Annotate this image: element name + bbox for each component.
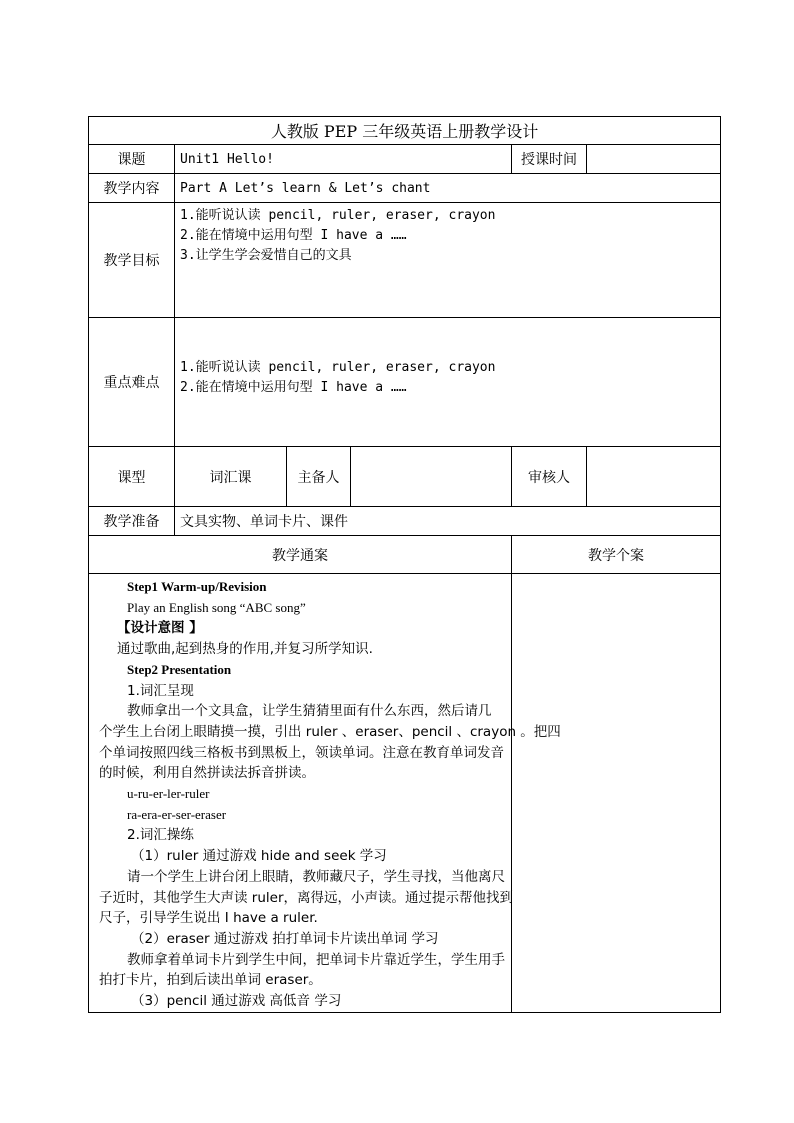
goals-label: 教学目标: [89, 203, 175, 318]
title-row: [89, 117, 721, 145]
step1-heading: Step1 Warm-up/Revision: [127, 579, 267, 594]
key-points-row: [89, 318, 721, 447]
class-time-value: [587, 145, 721, 174]
vocab-presentation-heading: 1.词汇呈现: [127, 682, 194, 699]
lesson-type-value: 词汇课: [175, 447, 287, 507]
content-value: Part A Let’s learn & Let’s chant: [175, 174, 721, 203]
common-plan-header: 教学通案: [89, 536, 512, 574]
reviewer-value: [587, 447, 721, 507]
activity-eraser-title: （2）eraser 通过游戏 拍打单词卡片读出单词 学习: [131, 930, 439, 947]
activity-eraser-line: 教师拿着单词卡片到学生中间，把单词卡片靠近学生，学生用手: [127, 951, 505, 968]
plan-body-row: [89, 574, 721, 1013]
design-intent-heading: 【设计意图 】: [117, 620, 203, 637]
key-point-item: 1.能听说认读 pencil, ruler, eraser, crayon: [180, 360, 496, 375]
vocab-presentation-line: 教师拿出一个文具盒，让学生猜猜里面有什么东西，然后请几: [127, 703, 492, 720]
type-row: [89, 447, 721, 507]
step1-activity: Play an English song “ABC song”: [127, 599, 306, 615]
prep-value: 文具实物、单词卡片、课件: [175, 507, 721, 536]
common-plan-content: [89, 574, 561, 1013]
class-time-label: 授课时间: [512, 145, 587, 174]
goals-list: [175, 203, 721, 318]
content-row: [89, 174, 721, 203]
preparer-label: 主备人: [287, 447, 351, 507]
topic-label: 课题: [89, 145, 175, 174]
individual-plan-header: 教学个案: [512, 536, 721, 574]
goals-row: [89, 203, 721, 318]
lesson-plan-table: [88, 116, 721, 1013]
goal-item: 2.能在情境中运用句型 I have a ……: [180, 228, 407, 243]
design-intent-text: 通过歌曲,起到热身的作用,并复习所学知识.: [117, 641, 373, 658]
phonics-eraser: ra-era-er-ser-eraser: [127, 806, 227, 822]
vocab-presentation-line: 个学生上台闭上眼睛摸一摸，引出 ruler 、eraser、pencil 、crayon 。把四: [99, 723, 561, 740]
preparer-value: [351, 447, 512, 507]
activity-eraser-line: 拍打卡片，拍到后读出单词 eraser。: [99, 972, 322, 989]
topic-row: [89, 145, 721, 174]
phonics-ruler: u-ru-er-ler-ruler: [127, 786, 210, 802]
key-points-label: 重点难点: [89, 318, 175, 447]
content-label: 教学内容: [89, 174, 175, 203]
topic-value: Unit1 Hello!: [175, 145, 512, 174]
goal-item: 3.让学生学会爱惜自己的文具: [180, 248, 352, 263]
key-point-item: 2.能在情境中运用句型 I have a ……: [180, 380, 407, 395]
goal-item: 1.能听说认读 pencil, ruler, eraser, crayon: [180, 208, 496, 223]
step2-heading: Step2 Presentation: [127, 661, 232, 677]
individual-plan-content: [512, 574, 721, 1013]
activity-pencil-title: （3）pencil 通过游戏 高低音 学习: [131, 993, 342, 1010]
document-title: 人教版 PEP 三年级英语上册教学设计: [89, 117, 721, 145]
prep-row: [89, 507, 721, 536]
reviewer-label: 审核人: [512, 447, 587, 507]
vocab-presentation-line: 个单词按照四线三格板书到黑板上，领读单词。注意在教育单词发音: [99, 744, 504, 761]
activity-ruler-title: （1）ruler 通过游戏 hide and seek 学习: [131, 848, 387, 865]
key-points-list: [175, 318, 721, 447]
lesson-type-label: 课型: [89, 447, 175, 507]
plan-header-row: [89, 536, 721, 574]
activity-ruler-line: 请一个学生上讲台闭上眼睛，教师藏尺子，学生寻找，当他离尺: [127, 868, 505, 885]
activity-ruler-line: 子近时，其他学生大声读 ruler，离得远，小声读。通过提示帮他找到: [99, 889, 514, 906]
vocab-practice-heading: 2.词汇操练: [127, 827, 194, 844]
prep-label: 教学准备: [89, 507, 175, 536]
activity-ruler-line: 尺子，引导学生说出 I have a ruler.: [99, 910, 318, 927]
vocab-presentation-line: 的时候，利用自然拼读法拆音拼读。: [99, 765, 315, 782]
